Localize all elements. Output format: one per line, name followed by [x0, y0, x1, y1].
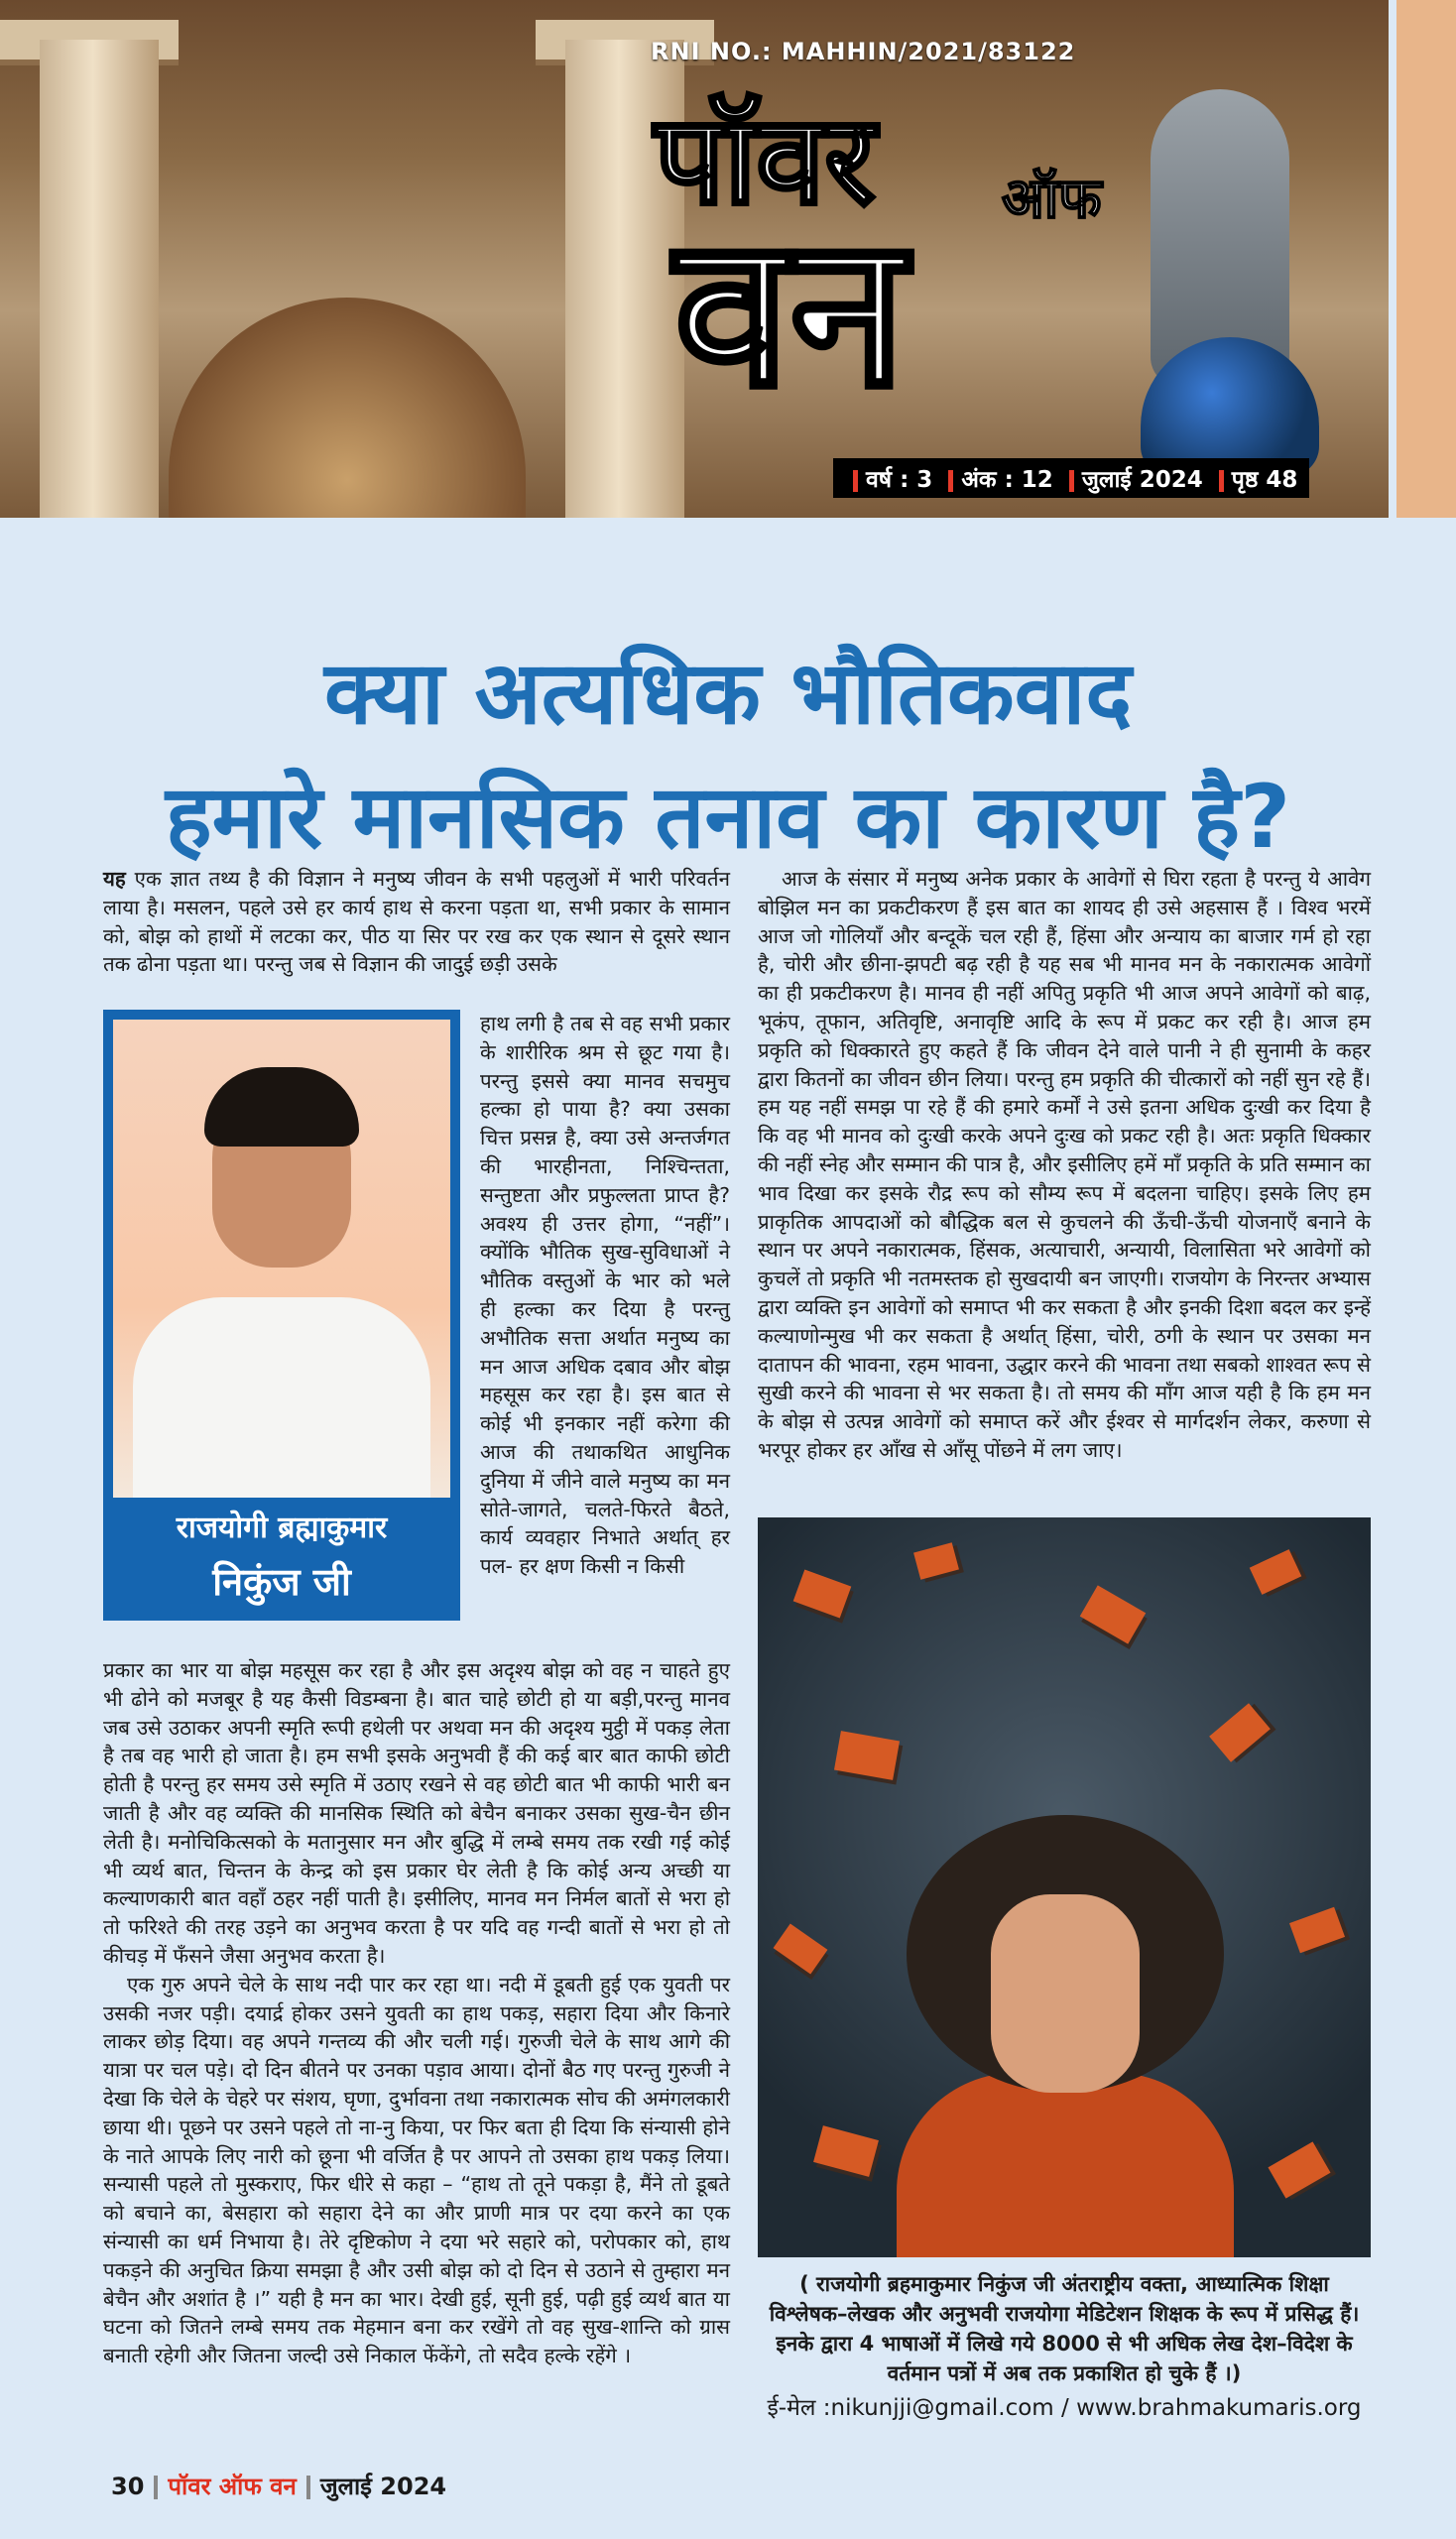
article-col1-bottom-para1: प्रकार का भार या बोझ महसूस कर रहा है और इस अदृश्य बोझ को वह न चाहते हुए भी ढोने को मजबूर है यह कैसी विडम्बना है। बात चाहे छोटी हो या बड़ी,परन्तु मानव जब उसे उठाकर अपनी स्मृति रूपी हथेली पर अथवा मन की अदृश्य मुट्ठी में पकड़ लेता है तब वह भारी हो जाता है। हम सभी इसके अनुभवी हैं की कई बार बात काफी छोटी होती है परन्तु हर समय उसे स्मृति में उठाए रखने से वह छोटी बात भी काफी भारी बन जाती है और वह व्यक्ति की मानसिक स्थिति को बेचैन बनाकर उसका सुख-चैन छीन लेती है। मनोचिकित्सको के मतानुसार मन और बुद्धि में लम्बे समय तक रखी गई कोई भी व्यर्थ बात, चिन्तन के केन्द्र को इस प्रकार घेर लेती है कि कोई अन्य अच्छी या कल्याणकारी बात वहाँ ठहर नहीं पाती है। इसीलिए, मानव मन निर्मल बातों से भरा हो तो फरिश्ते की तरह उड़ने का अनुभव करता है पर यदि वह गन्दी बातों से भरा हो तो कीचड़ में फँसने जैसा अनुभव करता है। — [103, 1658, 730, 1968]
floating-block — [1289, 1907, 1345, 1953]
article-col1-top — [103, 865, 730, 979]
arch-decoration — [169, 298, 526, 518]
logo-word-power: पॉवर — [655, 89, 876, 232]
issue-number: अंक : 12 — [961, 467, 1053, 493]
floating-block — [913, 1542, 959, 1579]
page-footer — [111, 2470, 446, 2502]
lead-word: यह — [103, 867, 126, 891]
floating-block — [1080, 1585, 1146, 1643]
logo-word-of: ऑफ — [1002, 167, 1102, 231]
separator — [306, 2476, 310, 2499]
pillar — [40, 40, 159, 518]
rni-number: RNI NO.: MAHHIN/2021/83122 — [651, 38, 1076, 65]
author-photo — [113, 1020, 450, 1498]
article-col1-side-text: हाथ लगी है तब से वह सभी प्रकार के शारीरिक श्रम से छूट गया है। परन्तु इससे क्या मानव सचमुच हल्का हो पाया है? क्या उसका चित्त प्रसन्न है, क्या उसे अन्तर्जगत की भारहीनता, निश्चिन्तता, सन्तुष्टता और प्रफुल्लता प्राप्त है? अवश्य ही उत्तर होगा, “नहीं”। क्योंकि भौतिक सुख-सुविधाओं ने भौतिक वस्तुओं के भार को भले ही हल्का कर दिया है परन्तु अभौतिक सत्ता अर्थात मनुष्य का मन आज अधिक दबाव और बोझ महसूस कर रहा है। इस बात से कोई भी इनकार नहीं करेगा की आज की तथाकथित आधुनिक दुनिया में जीने वाले मनुष्य का मन सोते-जागते, चलते-फिरते बैठते, कार्य व्यवहार निभाते अर्थात् हर पल- हर क्षण किसी न किसी — [480, 1012, 730, 1579]
floating-block — [1209, 1703, 1271, 1761]
stressed-girl-illustration — [758, 1517, 1371, 2257]
separator — [1219, 470, 1224, 492]
separator — [1069, 470, 1074, 492]
floating-block — [1250, 1549, 1302, 1595]
floating-block — [1268, 2141, 1330, 2198]
issue-year: वर्ष : 3 — [866, 467, 933, 493]
girl-body — [897, 2073, 1234, 2257]
article-col2 — [758, 865, 1371, 1465]
footer-month: जुलाई 2024 — [319, 2473, 447, 2500]
girl-face — [991, 1894, 1140, 2093]
author-title: राजयोगी ब्रह्माकुमार — [176, 1511, 388, 1545]
floating-block — [793, 1569, 852, 1618]
issue-info — [833, 458, 1309, 498]
separator — [853, 470, 858, 492]
headline-line-2: हमारे मानसिक तनाव का कारण है? — [165, 766, 1291, 868]
author-name: निकुंज जी — [212, 1560, 351, 1604]
article-col1-top-text: एक ज्ञात तथ्य है की विज्ञान ने मनुष्य जीवन के सभी पहलुओं में भारी परिवर्तन लाया है। मसलन, पहले उसे हर कार्य हाथ से करना पड़ता था, सभी प्रकार के सामान को, बोझ को हाथों में लटका कर, पीठ या सिर पर रख कर एक स्थान से दूसरे स्थान तक ढोना पड़ता था। परन्तु जब से विज्ञान की जादुई छड़ी उसके — [103, 867, 730, 977]
article-col1-bottom-para2: एक गुरु अपने चेले के साथ नदी पार कर रहा था। नदी में डूबती हुई एक युवती पर उसकी नजर पड़ी। दयार्द्र होकर उसने युवती का हाथ पकड़, सहारा दिया और किनारे लाकर छोड़ दिया। वह अपने गन्तव्य की और चली गई। गुरुजी चेले के साथ आगे की यात्रा पर चल पड़े। दो दिन बीतने पर उनका पड़ाव आया। दोनों बैठ गए परन्तु गुरुजी ने देखा कि चेले के चेहरे पर संशय, घृणा, दुर्भावना तथा नकारात्मक सोच की अमंगलकारी छाया थी। पूछने पर उसने पहले तो ना-नु किया, पर फिर बता ही दिया कि संन्यासी होने के नाते आपके लिए नारी को छूना भी वर्जित है पर आपने तो उसका हाथ पकड़ लिया। सन्यासी पहले तो मुस्कराए, फिर धीरे से कहा – “हाथ तो तूने पकड़ा है, मैंने तो डूबते को बचाने का, बेसहारा को सहारा देने का और प्राणी मात्र पर दया करने का एक संन्यासी का धर्म निभाया है। तेरे दृष्टिकोण ने दया भरे सहारे को, परोपकार को, हाथ पकड़ने की अनुचित क्रिया समझा है और उसी बोझ को दो दिन से उठाने से तुम्हारा मन बेचैन और अशांत है ।” यही है मन का भार। देखी हुई, सूनी हुई, पढ़ी हुई व्यर्थ बात या घटना को जितने लम्बे समय तक मेहमान बना कर रखेंगे तो वह सुख-शान्ति को ग्रास बनाती रहेगी और जितना जल्दी उसे निकाल फेंकेंगे, तो सदैव हल्के रहेंगे । — [103, 1972, 730, 2368]
author-hair — [204, 1067, 359, 1147]
separator — [948, 470, 953, 492]
author-caption: ( राजयोगी ब्रहमाकुमार निकुंज जी अंतराष्ट्रीय वक्ता, आध्यात्मिक शिक्षा विश्लेषक–लेखक और अनुभवी राजयोगा मेडिटेशन शिक्षक के रूप में प्रसिद्ध हैं। इनके द्वारा 4 भाषाओं में लिखे गये 8000 से भी अधिक लेख देश–विदेश के वर्तमान पत्रों में अब तक प्रकाशित हो चुके हैं ।) — [769, 2272, 1360, 2385]
page-edge — [1396, 0, 1456, 518]
headline-line-1: क्या अत्यधिक भौतिकवाद — [323, 642, 1133, 744]
masthead-banner — [0, 0, 1389, 518]
article-col2-text: आज के संसार में मनुष्य अनेक प्रकार के आवेगों से घिरा रहता है परन्तु ये आवेग बोझिल मन का प्रकटीकरण हैं इस बात का शायद ही उसे अहसास हैं । विश्व भरमें आज जो गोलियाँ और बन्दूकें चल रही हैं, हिंसा और अन्याय का बाजार गर्म हो रहा है, चोरी और छीना-झपटी बढ़ रही है यह सब भी मानव मन के नकारात्मक आवेगों का ही प्रकटीकरण है। मानव ही नहीं अपितु प्रकृति भी आज अपने आवेगों को बाढ़, भूकंप, तूफान, अतिवृष्टि, अनावृष्टि आदि के रूप में प्रकट कर रही है। आज हम प्रकृति को धिक्कारते हुए कहते हैं कि जीवन देने वाले पानी ने ही सुनामी के कहर द्वारा कितनों का जीवन छीन लिया। परन्तु हम प्रकृति की चीत्कारों को नहीं सुन रहे हैं। हम यह नहीं समझ पा रहे हैं की हमारे कर्मों ने उसे इतना अधिक दुःखी कर दिया है कि वह भी मानव को दुःखी करके अपने दुःख को प्रकट रही है। अतः प्रकृति धिक्कार की नहीं स्नेह और सम्मान की पात्र है, और इसीलिए हमें माँ प्रकृति के प्रति सम्मान का भाव दिखा कर इसके रौद्र रूप को सौम्य रूप में बदलना चाहिए। इसके लिए हम प्राकृतिक आपदाओं को बौद्धिक बल से कुचलने की ऊँची-ऊँची योजनाएँ बनाने के स्थान पर अपने नकारात्मक, हिंसक, अत्याचारी, अन्यायी, विलासिता भरे आवेगों को कुचलें तो प्रकृति भी नतमस्तक हो सुखदायी बन जाएगी। राजयोग के निरन्तर अभ्यास द्वारा व्यक्ति इन आवेगों को समाप्त भी कर सकता है और इनकी दिशा बदल कर इन्हें कल्याणोन्मुख भी कर सकता है अर्थात् हिंसा, चोरी, ठगी के स्थान पर उसका मन दातापन की भावना, रहम भावना, उद्धार करने की भावना तथा सबको शाश्वत रूप से सुखी करने की भावना से भर सकता है। तो समय की माँग आज यही है कि हम मन के बोझ से उत्पन्न आवेगों को समाप्त करें और ईश्वर से मार्गदर्शन लेकर, करुणा से भरपूर होकर हर आँख से आँसू पोंछने में लग जाए। — [758, 867, 1371, 1462]
author-box — [103, 1010, 460, 1621]
author-shirt — [133, 1297, 430, 1498]
article-col1-side — [480, 1010, 730, 1581]
logo-word-one: वन — [674, 190, 907, 433]
floating-block — [813, 2125, 879, 2177]
separator — [154, 2476, 158, 2499]
page-number: 30 — [111, 2473, 145, 2500]
contact-email: ई-मेल :nikunjji@gmail.com / www.brahmakumaris.org — [767, 2395, 1362, 2421]
issue-month: जुलाई 2024 — [1081, 467, 1203, 493]
floating-block — [774, 1924, 828, 1975]
issue-pages: पृष्ठ 48 — [1231, 467, 1298, 493]
floating-block — [834, 1731, 900, 1780]
article-col1-bottom — [103, 1656, 730, 2370]
magazine-name: पॉवर ऑफ वन — [168, 2473, 297, 2500]
